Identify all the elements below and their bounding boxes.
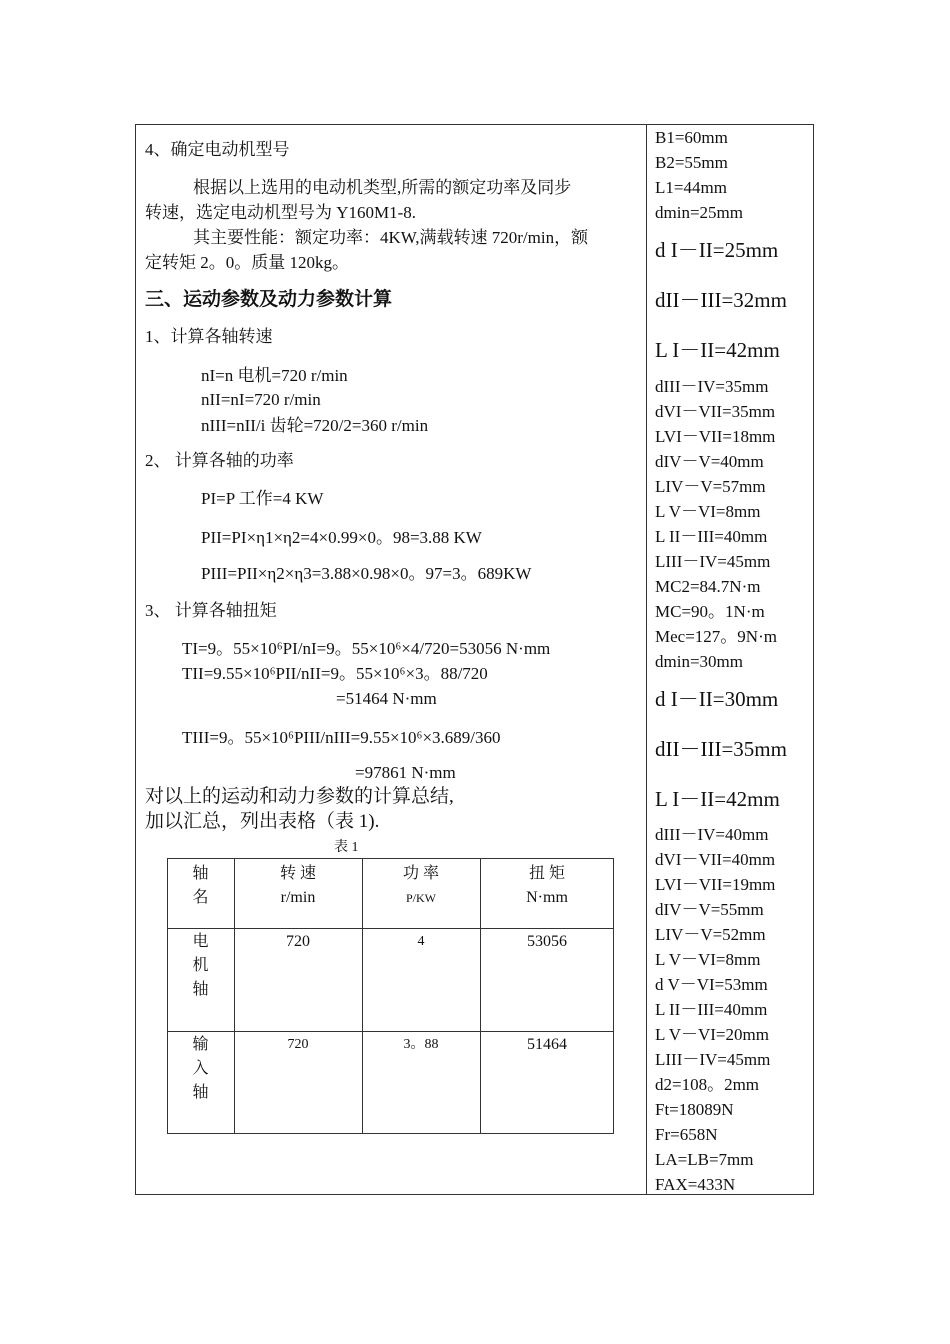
- formula-p2: PII=PI×η1×η2=4×0.99×0。98=3.88 KW: [201, 528, 482, 547]
- paragraph-line: 其主要性能：额定功率：4KW,满载转速 720r/min，额: [193, 228, 589, 247]
- result-value: FAX=433N: [655, 1175, 736, 1194]
- formula-n1: nI=n 电机=720 r/min: [201, 366, 348, 385]
- row-speed: 720: [287, 1037, 309, 1052]
- paragraph-line: 转速，选定电动机型号为 Y160M1-8.: [145, 203, 417, 222]
- table-rule: [167, 928, 614, 929]
- result-value: LVI－VII=19mm: [655, 875, 776, 894]
- formula-t3: TIII=9。55×10⁶PIII/nIII=9.55×10⁶×3.689/360: [182, 728, 501, 747]
- result-value: LIII－IV=45mm: [655, 1050, 771, 1069]
- row-torque: 53056: [527, 933, 567, 950]
- result-value: dVI－VII=35mm: [655, 402, 776, 421]
- paragraph-line: 根据以上选用的电动机类型,所需的额定功率及同步: [193, 178, 572, 197]
- row-torque: 51464: [527, 1036, 567, 1053]
- result-value: dmin=25mm: [655, 203, 743, 222]
- result-value: L V－VI=8mm: [655, 502, 761, 521]
- section-heading: 三、运动参数及动力参数计算: [145, 289, 393, 310]
- row-name: 电 机 轴: [192, 933, 209, 998]
- result-value: d I－II=30mm: [655, 687, 779, 711]
- row-power: 3。88: [403, 1037, 439, 1052]
- result-value: Mec=127。9N·m: [655, 627, 777, 646]
- formula-p1: PI=P 工作=4 KW: [201, 489, 324, 508]
- result-value: B1=60mm: [655, 128, 728, 147]
- result-value: LIII－IV=45mm: [655, 552, 771, 571]
- summary-line: 对以上的运动和动力参数的计算总结,: [145, 786, 454, 807]
- formula-n3: nIII=nII/i 齿轮=720/2=360 r/min: [201, 416, 429, 435]
- result-value: L I－II=42mm: [655, 338, 780, 362]
- result-value: MC2=84.7N·m: [655, 577, 761, 596]
- result-value: L II－III=40mm: [655, 527, 768, 546]
- formula-n2: nII=nI=720 r/min: [201, 390, 321, 409]
- result-value: L I－II=42mm: [655, 787, 780, 811]
- result-value: Ft=18089N: [655, 1100, 734, 1119]
- result-value: d V－VI=53mm: [655, 975, 768, 994]
- result-value: dIV－V=55mm: [655, 900, 764, 919]
- row-name: 输 入 轴: [192, 1036, 209, 1101]
- result-value: d2=108。2mm: [655, 1075, 760, 1094]
- row-power: 4: [417, 934, 425, 949]
- result-value: L1=44mm: [655, 178, 727, 197]
- subsection-title: 2、 计算各轴的功率: [145, 451, 294, 470]
- formula-t2-result: =51464 N·mm: [336, 689, 437, 708]
- summary-line: 加以汇总，列出表格（表 1).: [145, 811, 380, 832]
- result-value: dIII－IV=35mm: [655, 377, 769, 396]
- column-divider: [646, 124, 647, 1195]
- result-value: L V－VI=20mm: [655, 1025, 769, 1044]
- result-value: MC=90。1N·m: [655, 602, 765, 621]
- subsection-title: 3、 计算各轴扭矩: [145, 601, 277, 620]
- result-value: dIV－V=40mm: [655, 452, 764, 471]
- result-value: LVI－VII=18mm: [655, 427, 776, 446]
- result-value: Fr=658N: [655, 1125, 718, 1144]
- result-value: L V－VI=8mm: [655, 950, 761, 969]
- result-value: L II－III=40mm: [655, 1000, 768, 1019]
- result-value: LIV－V=52mm: [655, 925, 766, 944]
- row-speed: 720: [286, 933, 310, 950]
- formula-t3-result: =97861 N·mm: [355, 763, 456, 782]
- table-caption: 表 1: [334, 840, 359, 855]
- header-speed: 转 速 r/min: [279, 865, 316, 906]
- formula-t2: TII=9.55×10⁶PII/nII=9。55×10⁶×3。88/720: [182, 664, 488, 683]
- result-value: dmin=30mm: [655, 652, 743, 671]
- result-value: d I－II=25mm: [655, 238, 779, 262]
- result-value: B2=55mm: [655, 153, 728, 172]
- formula-p3: PIII=PII×η2×η3=3.88×0.98×0。97=3。689KW: [201, 564, 532, 583]
- paragraph-line: 定转矩 2。0。质量 120kg。: [145, 253, 349, 272]
- formula-t1: TI=9。55×10⁶PI/nI=9。55×10⁶×4/720=53056 N·mm: [182, 639, 551, 658]
- result-value: LIV－V=57mm: [655, 477, 766, 496]
- header-power: 功 率 P/KW: [402, 865, 439, 905]
- subsection-title: 1、计算各轴转速: [145, 327, 273, 346]
- result-value: dII－III=35mm: [655, 737, 787, 761]
- table-rule: [167, 1031, 614, 1032]
- result-value: dVI－VII=40mm: [655, 850, 776, 869]
- result-value: LA=LB=7mm: [655, 1150, 754, 1169]
- result-value: dII－III=32mm: [655, 288, 787, 312]
- header-torque: 扭 矩 N·mm: [526, 865, 568, 906]
- header-shaft: 轴 名: [192, 865, 209, 906]
- result-value: dIII－IV=40mm: [655, 825, 769, 844]
- section-4-title: 4、确定电动机型号: [145, 140, 290, 159]
